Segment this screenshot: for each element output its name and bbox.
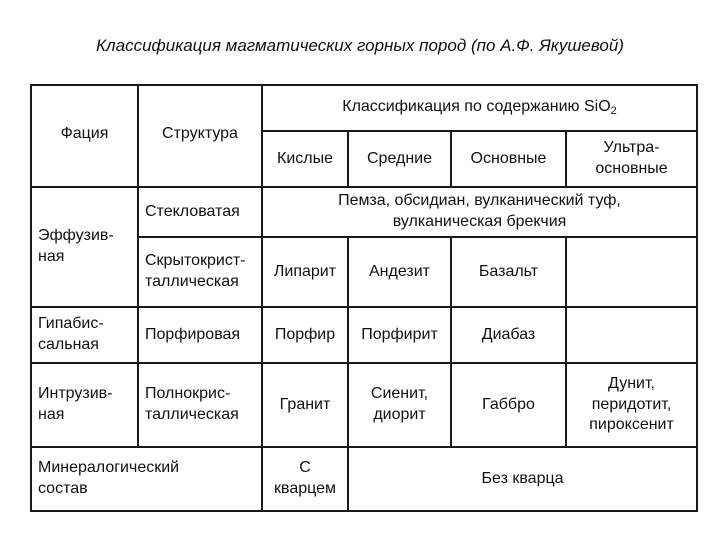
sio2-classification-header — [262, 85, 697, 131]
andesite-cell — [348, 237, 451, 307]
hypabyssal-facies-cell — [31, 307, 138, 363]
granite-cell — [262, 363, 348, 447]
sio2-header-text: Классификация по содержанию SiO — [342, 98, 611, 116]
porphyritic-structure-text: Порфировая — [145, 325, 241, 343]
rock-classification-table — [30, 84, 698, 512]
holocrystalline-line2: таллическая — [145, 406, 239, 423]
mineral-label-line1: Минералогический — [38, 459, 180, 477]
diorite-text: диорит — [373, 406, 426, 423]
effusive-facies-line1: Эффузив- — [38, 227, 114, 245]
basic-header — [451, 131, 566, 187]
porphyritic-structure-cell — [138, 307, 262, 363]
acid-header-text: Кислые — [277, 149, 333, 167]
diabase-cell — [451, 307, 566, 363]
page-title: Классификация магматических горных пород (по А.Ф. Якушевой) — [96, 36, 624, 55]
ultrabasic-rocks-cell — [566, 363, 697, 447]
structure-header — [138, 85, 262, 187]
intrusive-facies-line2: ная — [38, 406, 65, 423]
cryptocrystalline-structure-cell — [138, 237, 262, 307]
ultrabasic-header-line2: основные — [595, 160, 668, 177]
intrusive-facies-cell — [31, 363, 138, 447]
mineral-composition-cell — [31, 447, 262, 511]
facies-header — [31, 85, 138, 187]
without-quartz-cell — [348, 447, 697, 511]
hypabyssal-ultrabasic-empty-cell — [566, 307, 697, 363]
crypto-line1: Скрытокрист- — [145, 252, 246, 270]
facies-header-text: Фация — [60, 125, 109, 142]
glassy-structure-cell — [138, 187, 262, 237]
basalt-cell — [451, 237, 566, 307]
granite-text: Гранит — [279, 395, 331, 413]
intermediate-header-text: Средние — [366, 149, 432, 167]
syenite-text: Сиенит, — [370, 385, 429, 403]
acid-header — [262, 131, 348, 187]
basic-header-text: Основные — [470, 149, 547, 167]
intrusive-facies-line1: Интрузив- — [38, 385, 113, 403]
gabbro-cell — [451, 363, 566, 447]
with-quartz-line1: С — [299, 459, 311, 477]
mineral-label-line2: состав — [38, 480, 88, 497]
holocrystalline-structure-cell — [138, 363, 262, 447]
crypto-line2: таллическая — [145, 273, 239, 290]
hypabyssal-facies-line1: Гипабис- — [38, 315, 104, 333]
effusive-facies-line2: ная — [38, 248, 65, 265]
ultrabasic-header — [566, 131, 697, 187]
glassy-rocks-line1: Пемза, обсидиан, вулканический туф, — [338, 192, 621, 210]
with-quartz-line2: кварцем — [274, 480, 336, 497]
dunite-text: Дунит, — [608, 374, 655, 392]
ultrabasic-header-line1: Ультра- — [603, 139, 660, 157]
hypabyssal-facies-line2: сальная — [38, 336, 99, 353]
structure-header-text: Структура — [162, 125, 238, 142]
porphyry-cell — [262, 307, 348, 363]
peridotite-text: перидотит, — [591, 395, 672, 413]
diabase-text: Диабаз — [481, 325, 536, 343]
gabbro-text: Габбро — [482, 395, 535, 413]
liparite-cell — [262, 237, 348, 307]
with-quartz-cell — [262, 447, 348, 511]
pyroxenite-text: пироксенит — [589, 416, 674, 434]
effusive-ultrabasic-empty-cell — [566, 237, 697, 307]
porphyry-text: Порфир — [274, 325, 336, 343]
intermediate-header — [348, 131, 451, 187]
porphyrite-text: Порфирит — [361, 325, 438, 343]
porphyrite-cell — [348, 307, 451, 363]
holocrystalline-line1: Полнокрис- — [145, 385, 231, 403]
andesite-text: Андезит — [369, 262, 430, 280]
syenite-diorite-cell — [348, 363, 451, 447]
sio2-subscript: 2 — [610, 105, 617, 118]
effusive-facies-cell — [31, 187, 138, 307]
glassy-structure-text: Стекловатая — [145, 202, 240, 220]
basalt-text: Базальт — [478, 262, 539, 280]
glassy-rocks-cell — [262, 187, 697, 237]
glassy-rocks-line2: вулканическая брекчия — [392, 213, 567, 230]
liparite-text: Липарит — [273, 262, 337, 280]
without-quartz-text: Без кварца — [481, 469, 564, 487]
